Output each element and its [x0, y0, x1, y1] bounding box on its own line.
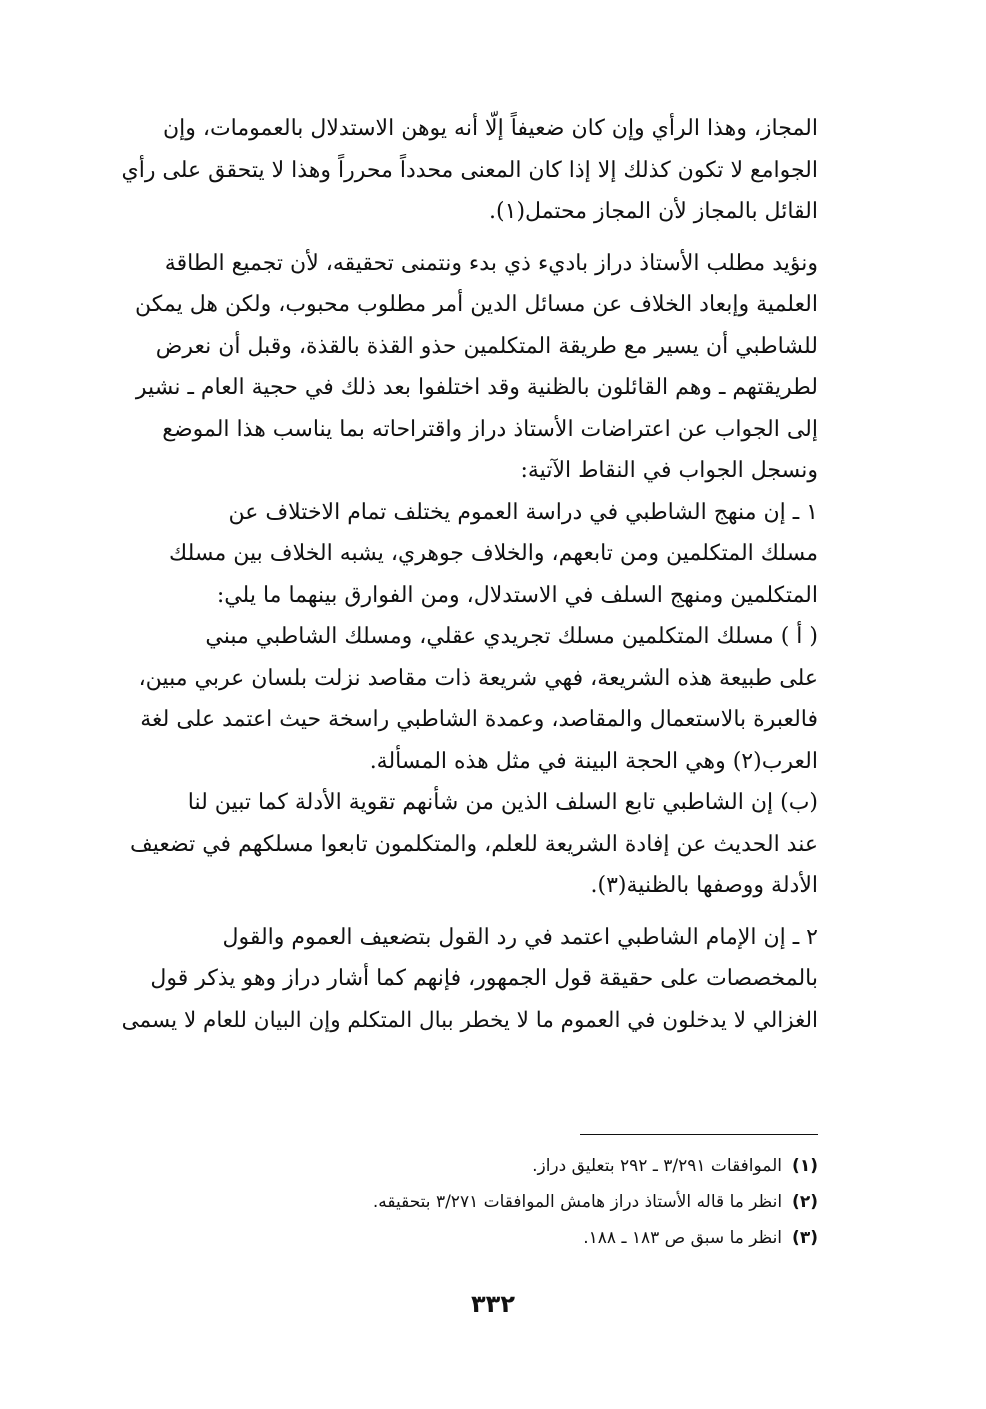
text-line: المجاز، وهذا الرأي وإن كان ضعيفاً إلّا أنه يوهن الاستدلال بالعمومات، وإن — [162, 116, 818, 141]
text-line: عند الحديث عن إفادة الشريعة للعلم، والمتكلمون تابعوا مسلكهم في تضعيف — [129, 831, 818, 857]
footnote-text: انظر ما سبق ص ١٨٣ ـ ١٨٨. — [583, 1228, 783, 1248]
text-line: على طبيعة هذه الشريعة، فهي شريعة ذات مقاصد نزلت بلسان عربي مبين، — [138, 665, 818, 691]
footnotes — [260, 1148, 818, 1256]
text-line: بالمخصصات على حقيقة قول الجمهور، فإنهم كما أشار دراز وهو يذكر قول — [150, 966, 818, 991]
text-line: الجوامع لا تكون كذلك إلا إذا كان المعنى محدداً محرراً وهذا لا يتحقق على رأي — [121, 157, 818, 183]
text-line: فالعبرة بالاستعمال والمقاصد، وعمدة الشاطبي راسخة حيث اعتمد على لغة — [140, 707, 818, 732]
text-line: ونؤيد مطلب الأستاذ دراز باديء ذي بدء ونتمنى تحقيقه، لأن تجميع الطاقة — [164, 250, 818, 276]
footnote-number: (١) — [792, 1156, 818, 1176]
body-text — [118, 108, 818, 1041]
text-line: ٢ ـ إن الإمام الشاطبي اعتمد في رد القول بتضعيف العموم والقول — [222, 924, 818, 950]
text-line: ( أ ) مسلك المتكلمين مسلك تجريدي عقلي، ومسلك الشاطبي مبني — [205, 624, 818, 649]
text-line: المتكلمين ومنهج السلف في الاستدلال، ومن الفوارق بينهما ما يلي: — [216, 582, 818, 608]
text-line: القائل بالمجاز لأن المجاز محتمل(١). — [489, 199, 818, 224]
footnote-number: (٢) — [792, 1192, 818, 1212]
text-line: العلمية وإبعاد الخلاف عن مسائل الدين أمر مطلوب محبوب، ولكن هل يمكن — [135, 292, 818, 317]
text-line: إلى الجواب عن اعتراضات الأستاذ دراز واقتراحاته بما يناسب هذا الموضع — [162, 416, 818, 442]
footnote-separator — [580, 1134, 818, 1135]
footnote-2 — [260, 1184, 818, 1220]
footnote-text: الموافقات ٣/٢٩١ ـ ٢٩٢ بتعليق دراز. — [532, 1156, 783, 1176]
footnote-3 — [260, 1220, 818, 1256]
text-line: العرب(٢) وهي الحجة البينة في مثل هذه المسألة. — [369, 748, 818, 774]
text-line: ١ ـ إن منهج الشاطبي في دراسة العموم يختلف تمام الاختلاف عن — [228, 499, 818, 525]
page-number: ٣٣٢ — [471, 1290, 515, 1318]
text-line: الأدلة ووصفها بالظنية(٣). — [590, 873, 818, 898]
footnote-number: (٣) — [792, 1228, 818, 1248]
text-line: للشاطبي أن يسير مع طريقة المتكلمين حذو القذة بالقذة، وقبل أن نعرض — [155, 333, 818, 359]
footnote-text: انظر ما قاله الأستاذ دراز هامش الموافقات ٣/٢٧١ بتحقيقه. — [372, 1192, 783, 1212]
text-line: لطريقتهم ـ وهم القائلون بالظنية وقد اختلفوا بعد ذلك في حجية العام ـ نشير — [135, 375, 818, 400]
text-line: الغزالي لا يدخلون في العموم ما لا يخطر ببال المتكلم وإن البيان للعام لا يسمى — [121, 1007, 818, 1033]
text-line: مسلك المتكلمين ومن تابعهم، والخلاف جوهري، يشبه الخلاف بين مسلك — [169, 541, 818, 566]
text-line: ونسجل الجواب في النقاط الآتية: — [520, 458, 818, 483]
footnote-1 — [260, 1148, 818, 1184]
text-line: (ب) إن الشاطبي تابع السلف الذين من شأنهم تقوية الأدلة كما تبين لنا — [187, 790, 818, 815]
